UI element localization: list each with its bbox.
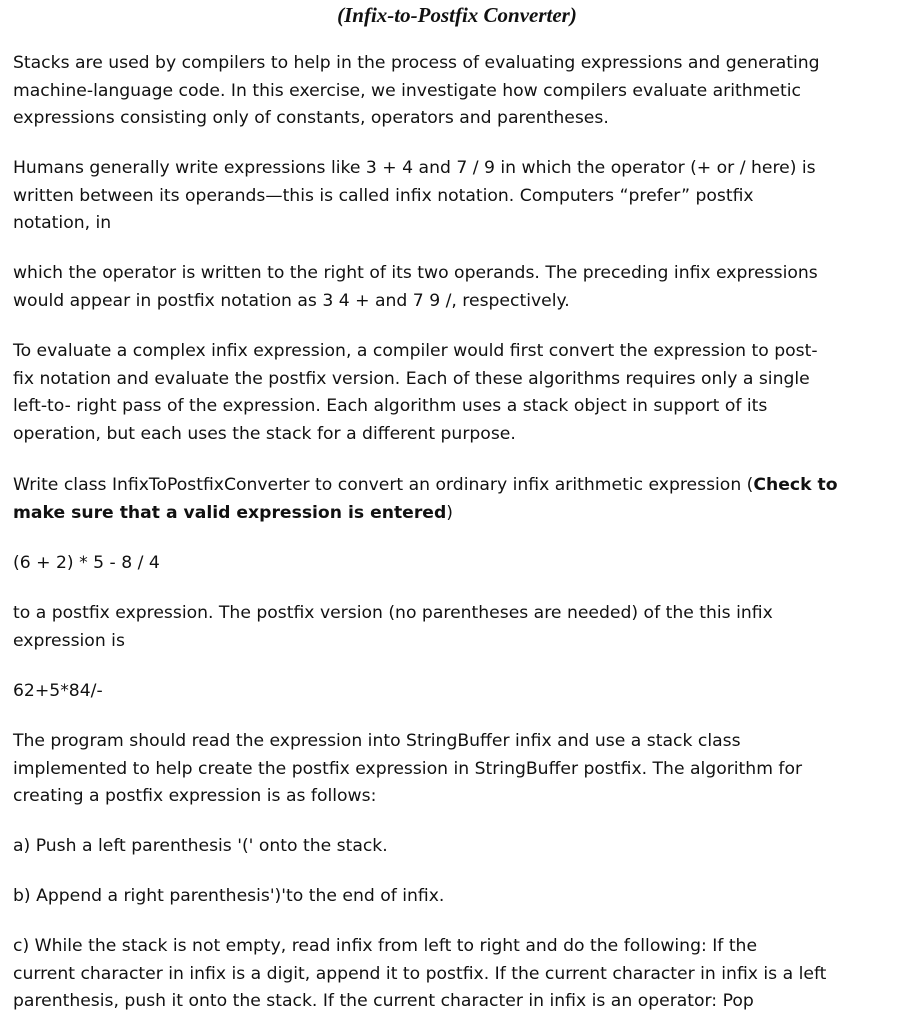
algorithm-step-b — [13, 883, 903, 911]
text-line: machine-language code. In this exercise, we investigate how compilers evaluate arithmetic — [13, 80, 801, 101]
paragraph-program-description — [13, 728, 903, 811]
text-line: c) While the stack is not empty, read infix from left to right and do the following: If the — [13, 936, 758, 956]
text-line: creating a postfix expression is as follows: — [13, 786, 377, 806]
paragraph-task — [13, 472, 903, 527]
paragraph-postfix-result — [13, 600, 903, 655]
text-line: would appear in postfix notation as 3 4 + and 7 9 /, respectively. — [13, 290, 570, 311]
text-line: which the operator is written to the right of its two operands. The preceding infix expressions — [13, 263, 818, 283]
text-line — [13, 472, 903, 500]
text-line: implemented to help create the postfix expression in StringBuffer postfix. The algorithm for — [13, 758, 803, 779]
text-line: 62+5*84/- — [13, 681, 103, 701]
text-line: written between its operands—this is called infix notation. Computers “prefer” postfix — [13, 185, 754, 206]
paragraph-intro — [13, 50, 903, 133]
paragraph-infix-notation — [13, 155, 903, 238]
task-emphasis: Check to — [753, 475, 838, 495]
task-emphasis: make sure that a valid expression is entered — [13, 502, 447, 523]
text-line — [13, 500, 903, 528]
text-line: current character in infix is a digit, append it to postfix. If the current character in infix is a left — [13, 963, 827, 984]
task-text: ) — [446, 502, 453, 523]
example-postfix-expression — [13, 678, 903, 706]
paragraph-postfix-notation — [13, 260, 903, 315]
text-line: expressions consisting only of constants, operators and parentheses. — [13, 108, 609, 128]
text-line: Stacks are used by compilers to help in the process of evaluating expressions and generating — [13, 53, 820, 73]
text-line: fix notation and evaluate the postfix version. Each of these algorithms requires only a single — [13, 368, 810, 389]
text-line: b) Append a right parenthesis')'to the end of infix. — [13, 886, 445, 906]
text-line: To evaluate a complex infix expression, a compiler would first convert the expression to post- — [13, 341, 818, 361]
text-line: to a postfix expression. The postfix version (no parentheses are needed) of the this infix — [13, 603, 773, 623]
paragraph-compiler-evaluation — [13, 338, 903, 448]
text-line: parenthesis, push it onto the stack. If the current character in infix is an operator: Pop — [13, 991, 754, 1011]
text-line: The program should read the expression into StringBuffer infix and use a stack class — [13, 731, 741, 751]
text-line: notation, in — [13, 213, 112, 233]
text-line: (6 + 2) * 5 - 8 / 4 — [13, 553, 160, 573]
text-line: left-to- right pass of the expression. Each algorithm uses a stack object in support of its — [13, 396, 768, 416]
algorithm-step-a — [13, 833, 903, 861]
page-title: (Infix-to-Postfix Converter) — [337, 3, 577, 27]
text-line: a) Push a left parenthesis '(' onto the stack. — [13, 836, 388, 856]
text-line: Humans generally write expressions like 3 + 4 and 7 / 9 in which the operator (+ or / here) is — [13, 158, 816, 178]
example-infix-expression — [13, 550, 903, 578]
task-text: Write class InfixToPostfixConverter to convert an ordinary infix arithmetic expression ( — [13, 475, 754, 495]
text-line: expression is — [13, 630, 125, 651]
algorithm-step-c — [13, 933, 903, 1016]
text-line: operation, but each uses the stack for a different purpose. — [13, 423, 516, 444]
